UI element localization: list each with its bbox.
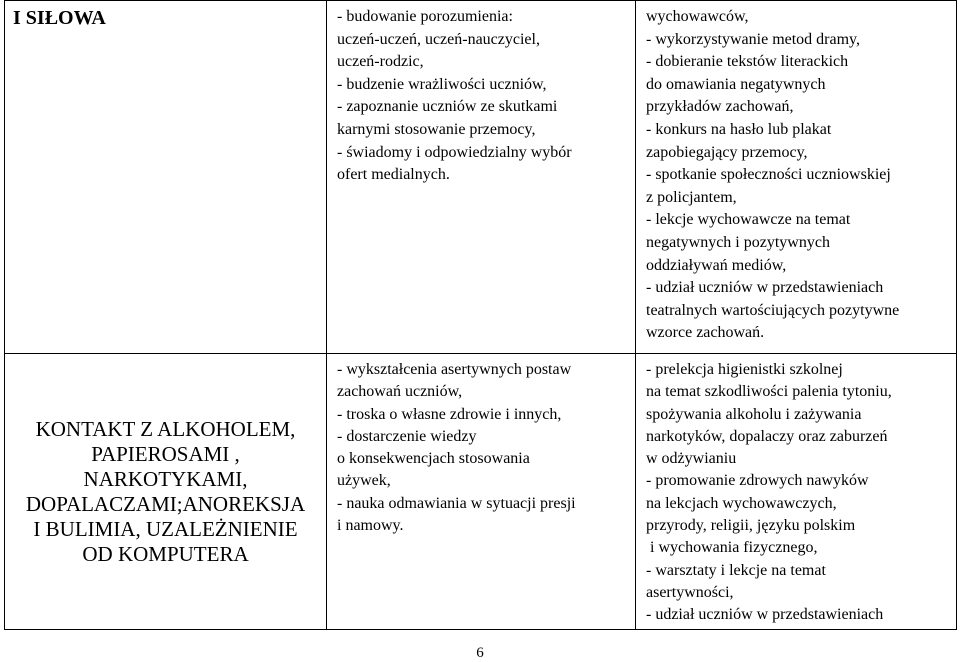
goals-line: - zapoznanie uczniów ze skutkami <box>337 98 558 116</box>
threat-cell <box>5 354 327 630</box>
activities-line: w odżywianiu <box>646 450 737 468</box>
threat-heading-line: PAPIEROSAMI , <box>91 441 240 466</box>
activities-line: - dobieranie tekstów literackich <box>646 53 849 71</box>
goals-line: uczeń-rodzic, <box>337 53 424 71</box>
goals-cell <box>327 1 636 354</box>
threat-cell <box>5 1 327 354</box>
activities-line: negatywnych i pozytywnych <box>646 233 830 251</box>
goals-line: - dostarczenie wiedzy <box>337 427 477 445</box>
activities-line: - spotkanie społeczności uczniowskiej <box>646 166 891 184</box>
activities-line: i wychowania fizycznego, <box>646 539 818 557</box>
activities-line: spożywania alkoholu i zażywania <box>646 405 862 423</box>
activities-list <box>636 1 956 345</box>
activities-line: - promowanie zdrowych nawyków <box>646 472 869 490</box>
goals-line: uczeń-uczeń, uczeń-nauczyciel, <box>337 30 540 48</box>
goals-line: - troska o własne zdrowie i innych, <box>337 405 562 423</box>
activities-list <box>636 354 956 627</box>
activities-line: oddziaływań mediów, <box>646 256 787 274</box>
goals-line: karnymi stosowanie przemocy, <box>337 120 536 138</box>
goals-line: - budzenie wrażliwości uczniów, <box>337 75 547 93</box>
activities-line: teatralnych wartościujących pozytywne <box>646 301 900 319</box>
threat-heading-line: NARKOTYKAMI, <box>83 466 248 491</box>
program-table <box>4 0 957 630</box>
goals-line: i namowy. <box>337 517 404 535</box>
activities-cell <box>636 354 957 630</box>
goals-line: o konsekwencjach stosowania <box>337 450 530 468</box>
goals-cell <box>327 354 636 630</box>
activities-line: wychowawców, <box>646 8 749 25</box>
activities-line: asertywności, <box>646 583 734 601</box>
goals-line: zachowań uczniów, <box>337 383 463 401</box>
activities-line: narkotyków, dopalaczy oraz zaburzeń <box>646 427 888 445</box>
activities-line: przykładów zachowań, <box>646 98 794 116</box>
activities-cell <box>636 1 957 354</box>
table-row <box>5 1 957 354</box>
threat-heading-line: DOPALACZAMI;ANOREKSJA <box>25 491 306 516</box>
activities-line: przyrody, religii, języku polskim <box>646 517 856 535</box>
activities-line: wzorce zachowań. <box>646 324 765 342</box>
goals-line: ofert medialnych. <box>337 166 450 184</box>
activities-line: na temat szkodliwości palenia tytoniu, <box>646 383 892 401</box>
goals-line: - budowanie porozumienia: <box>337 8 513 25</box>
activities-line: z policjantem, <box>646 188 737 206</box>
goals-line: używek, <box>337 472 391 490</box>
threat-heading-line: OD KOMPUTERA <box>82 541 249 566</box>
activities-line: - warsztaty i lekcje na temat <box>646 561 826 579</box>
goals-list <box>327 1 635 187</box>
page-number: 6 <box>476 645 484 661</box>
goals-list <box>327 354 635 537</box>
activities-line: zapobiegający przemocy, <box>646 143 808 161</box>
activities-line: - konkurs na hasło lub plakat <box>646 120 832 138</box>
activities-line: do omawiania negatywnych <box>646 75 826 93</box>
activities-line: na lekcjach wychowawczych, <box>646 494 837 512</box>
threat-heading <box>5 1 326 29</box>
activities-line: - udział uczniów w przedstawieniach <box>646 279 884 297</box>
activities-line: - lekcje wychowawcze na temat <box>646 211 851 229</box>
goals-line: - wykształcenia asertywnych postaw <box>337 361 572 378</box>
goals-line: - nauka odmawiania w sytuacji presji <box>337 494 576 512</box>
activities-line: - wykorzystywanie metod dramy, <box>646 30 861 48</box>
activities-line: - udział uczniów w przedstawieniach <box>646 606 884 624</box>
threat-heading-line: I BULIMIA, UZALEŻNIENIE <box>33 516 298 541</box>
threat-heading-line: KONTAKT Z ALKOHOLEM, <box>35 416 296 441</box>
goals-line: - świadomy i odpowiedzialny wybór <box>337 143 572 161</box>
threat-heading-line: I SIŁOWA <box>13 7 106 29</box>
table-row <box>5 354 957 630</box>
activities-line: - prelekcja higienistki szkolnej <box>646 361 843 378</box>
